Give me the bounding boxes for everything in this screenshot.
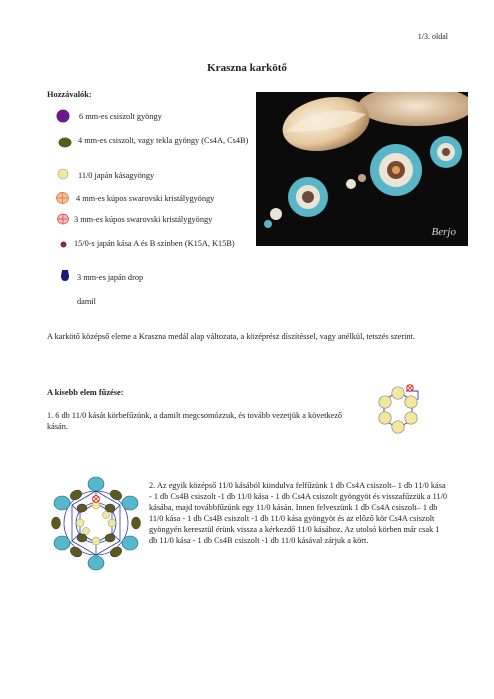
intro-paragraph: A karkötő középső eleme a Kraszna medál alap változata, a középrész díszítéssel, vagy anélkül, tetszés szerint.: [47, 332, 415, 341]
small-seed-bead-icon: [60, 241, 67, 248]
bicone-crystal-icon: [57, 213, 69, 225]
knot-icon: [407, 385, 413, 391]
bead-flower-motif: [370, 144, 422, 196]
ingredients-heading: Hozzávalók:: [47, 90, 92, 99]
section-heading: A kisebb elem fűzése:: [47, 388, 124, 397]
ingredient-item: damil: [77, 297, 96, 306]
ingredient-item: 15/0-s japán kása A és B színben (K15A, K15B): [74, 239, 235, 248]
ingredient-item: 4 mm-es kúpos swarovski kristálygyöngy: [76, 194, 215, 203]
olive-bead-icon: [58, 137, 72, 148]
ingredient-item: 3 mm-es kúpos swarovski kristálygyöngy: [74, 215, 213, 224]
step-1-diagram: [366, 380, 430, 442]
purple-bead-icon: [56, 109, 70, 123]
seed-bead-icon: [57, 168, 69, 180]
bicone-crystal-icon: [56, 192, 69, 204]
ingredient-item: 6 mm-es csiszolt gyöngy: [79, 112, 162, 121]
bracelet-photo-illustration: [256, 92, 468, 246]
drop-bead-icon: [60, 269, 70, 282]
step-2-text: 2. Az egyik középső 11/0 kásából kiindulva felfűzünk 1 db Cs4A csiszolt– 1 db 11/0 kása - 1 db Cs4B csiszolt -1 db 11/0 kása - 1 db Cs4A csiszolt gyöngyöt és visszafűzzük a 11/0 kásába, majd továbbfűzünk egy 11/0 kásán. Innen felveszünk 1 db Cs4A csiszolt– 1 db 11/0 kása - 1 db Cs4B csiszolt -1 db 11/0 kása gyöngyöt és az előző kör Cs4A csiszolt gyöngyén keresztül érünk vissza a kérkezdő 11/0 kásához. Az utolsó körben már csak 1 db 11/0 kása - 1 db Cs4B csiszolt -1 db 11/0 kásával zárjuk a kört.: [149, 481, 448, 545]
step-2-diagram: [50, 475, 144, 573]
bracelet-photo: [256, 92, 468, 246]
step-1-text: 1. 6 db 11/0 kását körbefűzünk, a damilt megcsomózzuk, és tovább vezetjük a következő kásán.: [47, 411, 343, 431]
ingredient-item: 11/0 japán kásagyöngy: [78, 171, 155, 180]
bead-flower-motif: [430, 136, 462, 168]
bead-flower-motif: [288, 177, 328, 217]
page-title: Kraszna karkötő: [207, 62, 287, 74]
ingredient-item: 3 mm-es japán drop: [77, 273, 144, 282]
ingredient-item: 4 mm-es csiszolt, vagy tekla gyöngy (Cs4A, Cs4B): [78, 136, 249, 145]
photo-signature: Berjo: [431, 226, 456, 238]
page-number: 1/3. oldal: [417, 32, 448, 41]
knot-icon: [93, 496, 100, 503]
